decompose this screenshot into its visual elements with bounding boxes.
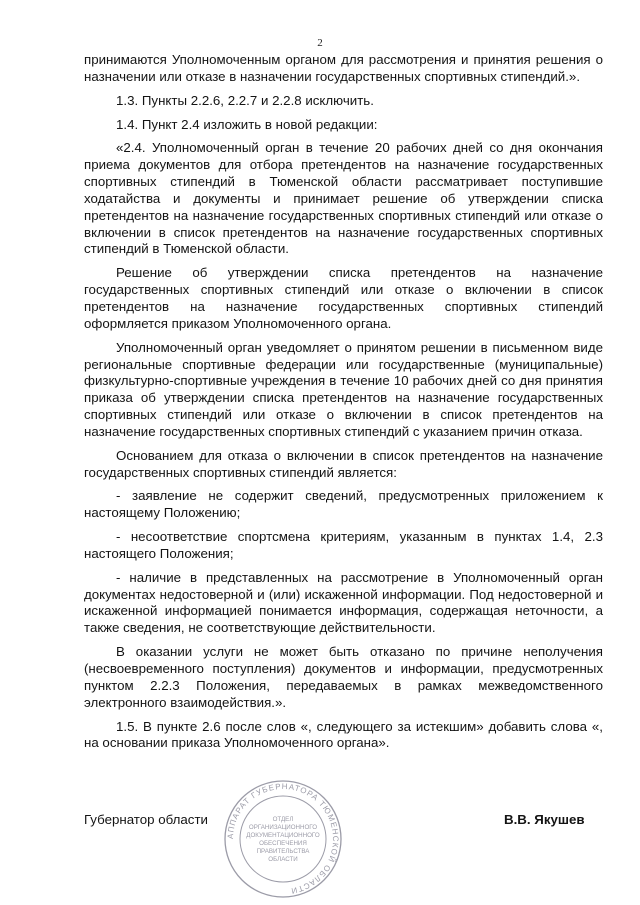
stamp-line: ОБЕСПЕЧЕНИЯ [259,840,307,847]
paragraph-refusal-grounds: Основанием для отказа о включении в список претендентов на назначение государственных спортивных стипендий является: [84,447,603,480]
paragraph-item-1-4: 1.4. Пункт 2.4 изложить в новой редакции: [116,116,378,132]
stamp-line: ПРАВИТЕЛЬСТВА [256,848,310,855]
stamp-line: ОТДЕЛ [272,816,294,823]
document-body [84,52,603,752]
stamp-line: ДОКУМЕНТАЦИОННОГО [246,832,320,839]
list-item-ground-2: - несоответствие спортсмена критериям, указанным в пунктах 1.4, 2.3 настоящего Положения; [84,529,603,561]
stamp-line: ОБЛАСТИ [268,856,298,863]
paragraph-no-refusal: В оказании услуги не может быть отказано по причине неполучения (несвоевременного поступления) документов и информации, предусмотренных пунктом 2.2.3 Положения, передаваемых в рамках межведомственного электронного взаимодействия.». [84,644,603,710]
stamp-line: ОРГАНИЗАЦИОННОГО [248,824,318,831]
list-item-ground-3: - наличие в представленных на рассмотрение в Уполномоченный орган документах недостоверной и (или) искаженной информации. Под недостоверной и искаженной информацией понимается информация, содержащая неточности, а также сведения, не соответствующие действительности. [84,569,603,636]
signature-position: Губернатор области [84,812,208,827]
official-stamp [222,776,344,902]
paragraph-notification: Уполномоченный орган уведомляет о принятом решении в письменном виде региональные спортивные федерации или государственные (муниципальные) физкультурно-спортивные учреждения в течение 10 рабочих дней со дня принятия приказа об утверждении списка претендентов на назначение государственных спортивных стипендий или отказе о включении в список претендентов на назначение государственных спортивных стипендий с указанием причин отказа. [84,339,603,439]
list-item-ground-1: - заявление не содержит сведений, предусмотренных приложением к настоящему Положению; [84,488,603,521]
signature-name: В.В. Якушев [504,812,585,827]
page-number: 2 [317,37,323,49]
paragraph-item-1-5: 1.5. В пункте 2.6 после слов «, следующего за истекшим» добавить слова «, на основании приказа Уполномоченного органа». [84,718,603,751]
svg-text:АППАРАТ ГУБЕРНАТОРА ТЮМЕНСКОЙ: АППАРАТ ГУБЕРНАТОРА ТЮМЕНСКОЙ ОБЛАСТИ [225,781,341,896]
paragraph-clause-2-4: «2.4. Уполномоченный орган в течение 20 рабочих дней со дня окончания приема документов для отбора претендентов на назначение государственных спортивных стипендий в Тюменской области рассматривает поступившие ходатайства и документы и принимает решение об утверждении списка претендентов на назначение государственных спортивных стипендий или отказе о включении в список претендентов на назначение государственных спортивных стипендий в Тюменской области. [84,140,603,257]
paragraph-decision: Решение об утверждении списка претендентов на назначение государственных спортивных стипендий или отказе о включении в список претендентов на назначение государственных спортивных стипендий оформляется приказом Уполномоченного органа. [84,265,603,331]
paragraph-continuation: принимаются Уполномоченным органом для рассмотрения и принятия решения о назначении или отказе в назначении государственных спортивных стипендий.». [84,52,603,84]
paragraph-item-1-3: 1.3. Пункты 2.2.6, 2.2.7 и 2.2.8 исключить. [116,92,374,108]
